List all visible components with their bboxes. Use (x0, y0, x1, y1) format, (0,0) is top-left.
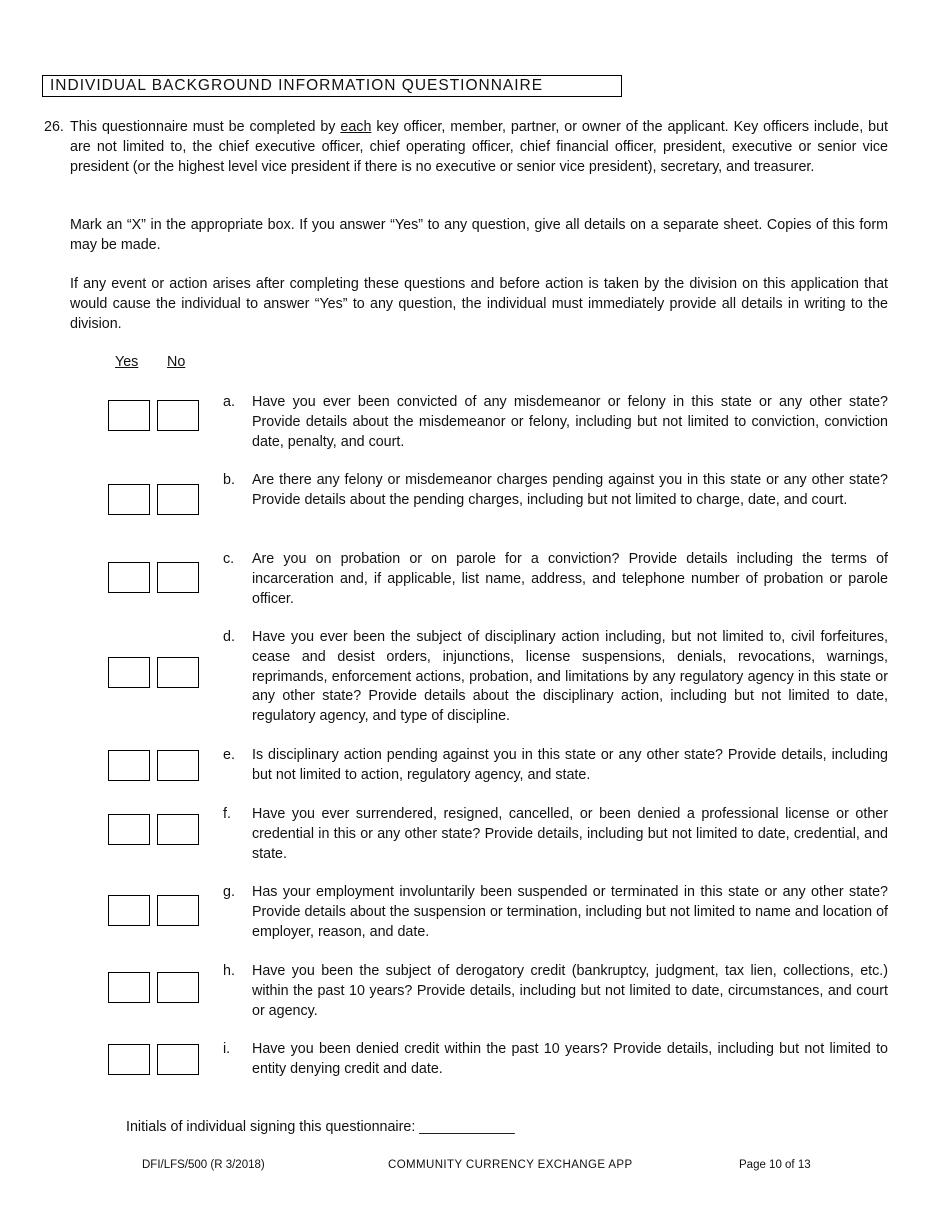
question-h-no-checkbox[interactable] (157, 972, 199, 1003)
footer-form-title: COMMUNITY CURRENCY EXCHANGE APP (388, 1159, 633, 1171)
question-b-no-checkbox[interactable] (157, 484, 199, 515)
question-number: 26. (44, 119, 64, 135)
question-h-letter: h. (223, 963, 235, 979)
question-a-no-checkbox[interactable] (157, 400, 199, 431)
footer-page-number: Page 10 of 13 (739, 1159, 811, 1171)
question-a-text: Have you ever been convicted of any misdemeanor or felony in this state or any other state? Provide details about the misdemeanor or felony, including but not limited to conviction, conviction date, penalty, and court. (252, 394, 888, 450)
intro-p1-emphasis: each (340, 119, 372, 135)
question-e-no-checkbox[interactable] (157, 750, 199, 781)
question-i-text: Have you been denied credit within the past 10 years? Provide details, including but not limited to entity denying credit and date. (252, 1041, 888, 1077)
question-i-letter: i. (223, 1041, 231, 1057)
question-b-text: Are there any felony or misdemeanor charges pending against you in this state or any other state? Provide details about the pending charges, including but not limited to charge, date, and court. (252, 472, 888, 508)
question-e-yes-checkbox[interactable] (108, 750, 150, 781)
question-e-letter: e. (223, 747, 235, 763)
intro-paragraph-2: Mark an “X” in the appropriate box. If you answer “Yes” to any question, give all details on a separate sheet. Copies of this form may be made. (70, 217, 888, 253)
question-a-letter: a. (223, 394, 235, 410)
yes-column-header: Yes (115, 354, 139, 370)
question-g-no-checkbox[interactable] (157, 895, 199, 926)
question-g-yes-checkbox[interactable] (108, 895, 150, 926)
question-i-no-checkbox[interactable] (157, 1044, 199, 1075)
section-title: INDIVIDUAL BACKGROUND INFORMATION QUESTIONNAIRE (42, 75, 622, 97)
question-f-no-checkbox[interactable] (157, 814, 199, 845)
question-d-text: Have you ever been the subject of disciplinary action including, but not limited to, civil forfeitures, cease and desist orders, injunctions, license suspensions, denials, revocations, warnings, reprimands, enforcement actions, probation, and limitations by any regulatory agency in this state or any other state? Provide details about the disciplinary action, including but not limited to date, regulatory agency, and type of discipline. (252, 629, 888, 725)
intro-p1-before: This questionnaire must be completed by (70, 119, 341, 135)
question-a-yes-checkbox[interactable] (108, 400, 150, 431)
question-h-yes-checkbox[interactable] (108, 972, 150, 1003)
intro-paragraph-3: If any event or action arises after completing these questions and before action is taken by the division on this application that would cause the individual to answer “Yes” to any question, the individual must immediately provide all details in writing to the division. (70, 276, 888, 332)
question-f-text: Have you ever surrendered, resigned, cancelled, or been denied a professional license or other credential in this or any other state? Provide details, including but not limited to date, credential, and state. (252, 806, 888, 862)
question-h-text: Have you been the subject of derogatory credit (bankruptcy, judgment, tax lien, collections, etc.) within the past 10 years? Provide details, including but not limited to date, circumstances, and court or agency. (252, 963, 888, 1019)
intro-paragraph-1 (70, 118, 888, 177)
intro-p1-after: key officer, member, partner, or owner of the applicant. Key officers include, but are not limited to, the chief executive officer, chief operating officer, chief financial officer, president, executive or senior vice president (or the highest level vice president if there is no executive or senior vice president), secretary, and treasurer. (70, 119, 888, 175)
no-column-header: No (167, 354, 186, 370)
question-d-yes-checkbox[interactable] (108, 657, 150, 688)
question-c-text: Are you on probation or on parole for a conviction? Provide details including the terms of incarceration and, if applicable, list name, address, and telephone number of probation or parole officer. (252, 551, 888, 607)
question-g-text: Has your employment involuntarily been suspended or terminated in this state or any other state? Provide details about the suspension or termination, including but not limited to name and location of employer, reason, and date. (252, 884, 888, 940)
question-b-letter: b. (223, 472, 235, 488)
question-c-letter: c. (223, 551, 235, 567)
question-c-yes-checkbox[interactable] (108, 562, 150, 593)
question-e-text: Is disciplinary action pending against you in this state or any other state? Provide details, including but not limited to action, regulatory agency, and state. (252, 747, 888, 783)
question-d-letter: d. (223, 629, 235, 645)
question-c-no-checkbox[interactable] (157, 562, 199, 593)
question-f-yes-checkbox[interactable] (108, 814, 150, 845)
initials-field[interactable]: Initials of individual signing this questionnaire: ____________ (126, 1119, 515, 1135)
question-f-letter: f. (223, 806, 231, 822)
question-g-letter: g. (223, 884, 235, 900)
question-b-yes-checkbox[interactable] (108, 484, 150, 515)
question-i-yes-checkbox[interactable] (108, 1044, 150, 1075)
footer-form-id: DFI/LFS/500 (R 3/2018) (142, 1159, 265, 1171)
question-d-no-checkbox[interactable] (157, 657, 199, 688)
